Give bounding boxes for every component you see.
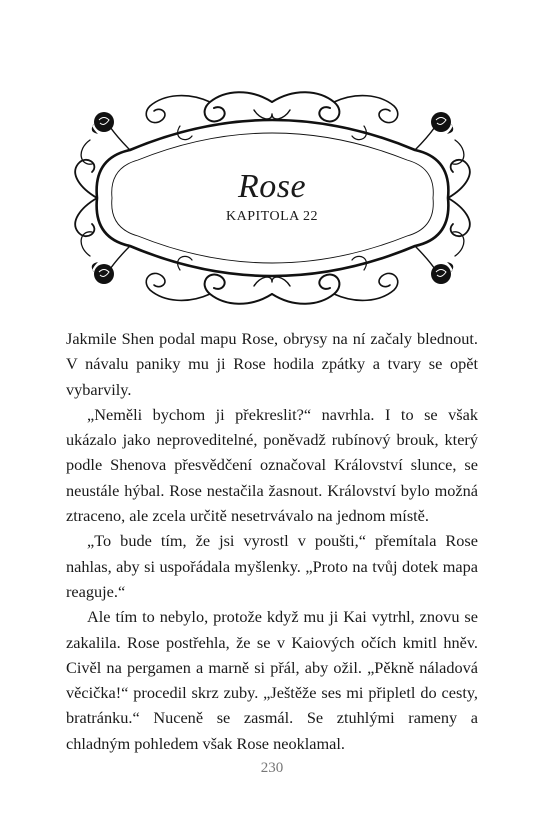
- chapter-title: Rose: [237, 168, 307, 205]
- rose-icon-top-left: [92, 112, 114, 134]
- chapter-body: [66, 326, 478, 756]
- paragraph: „Neměli bychom ji překreslit?“ navrhla. I to se však ukázalo jako neproveditelné, poněvadž rubínový brouk, který podle Shenova přesvědčení označoval Království slunce, se neustále hýbal. Rose nestačila žasnout. Království bylo možná ztraceno, ale zcela určitě nesetrvávalo na jednom místě.: [66, 404, 478, 526]
- rose-icon-top-right: [431, 112, 453, 134]
- rose-icon-bottom-left: [92, 262, 114, 284]
- page-number: 230: [260, 760, 284, 776]
- rose-icon-bottom-right: [431, 262, 453, 284]
- chapter-number-label: KAPITOLA 22: [226, 209, 318, 224]
- paragraph: „To bude tím, že jsi vyrostl v poušti,“ přemítala Rose nahlas, aby si uspořádala myšlenky. „Proto na tvůj dotek mapa reaguje.“: [66, 531, 478, 601]
- paragraph: Jakmile Shen podal mapu Rose, obrysy na ní začaly blednout. V návalu paniky mu ji Rose hodila zpátky a tvary se opět vybarvily.: [66, 329, 478, 399]
- paragraph: Ale tím to nebylo, protože když mu ji Kai vytrhl, znovu se zakalila. Rose postřehla, že se v Kaiových očích kmitl hněv. Civěl na pergamen a marně si přál, aby ožil. „Pěkně náladová věcička!“ procedil skrz zuby. „Ještěže ses mi připletl do cesty, bratránku.“ Nuceně se zasmál. Se ztuhlými rameny a chladným pohledem však Rose neoklamal.: [66, 607, 478, 753]
